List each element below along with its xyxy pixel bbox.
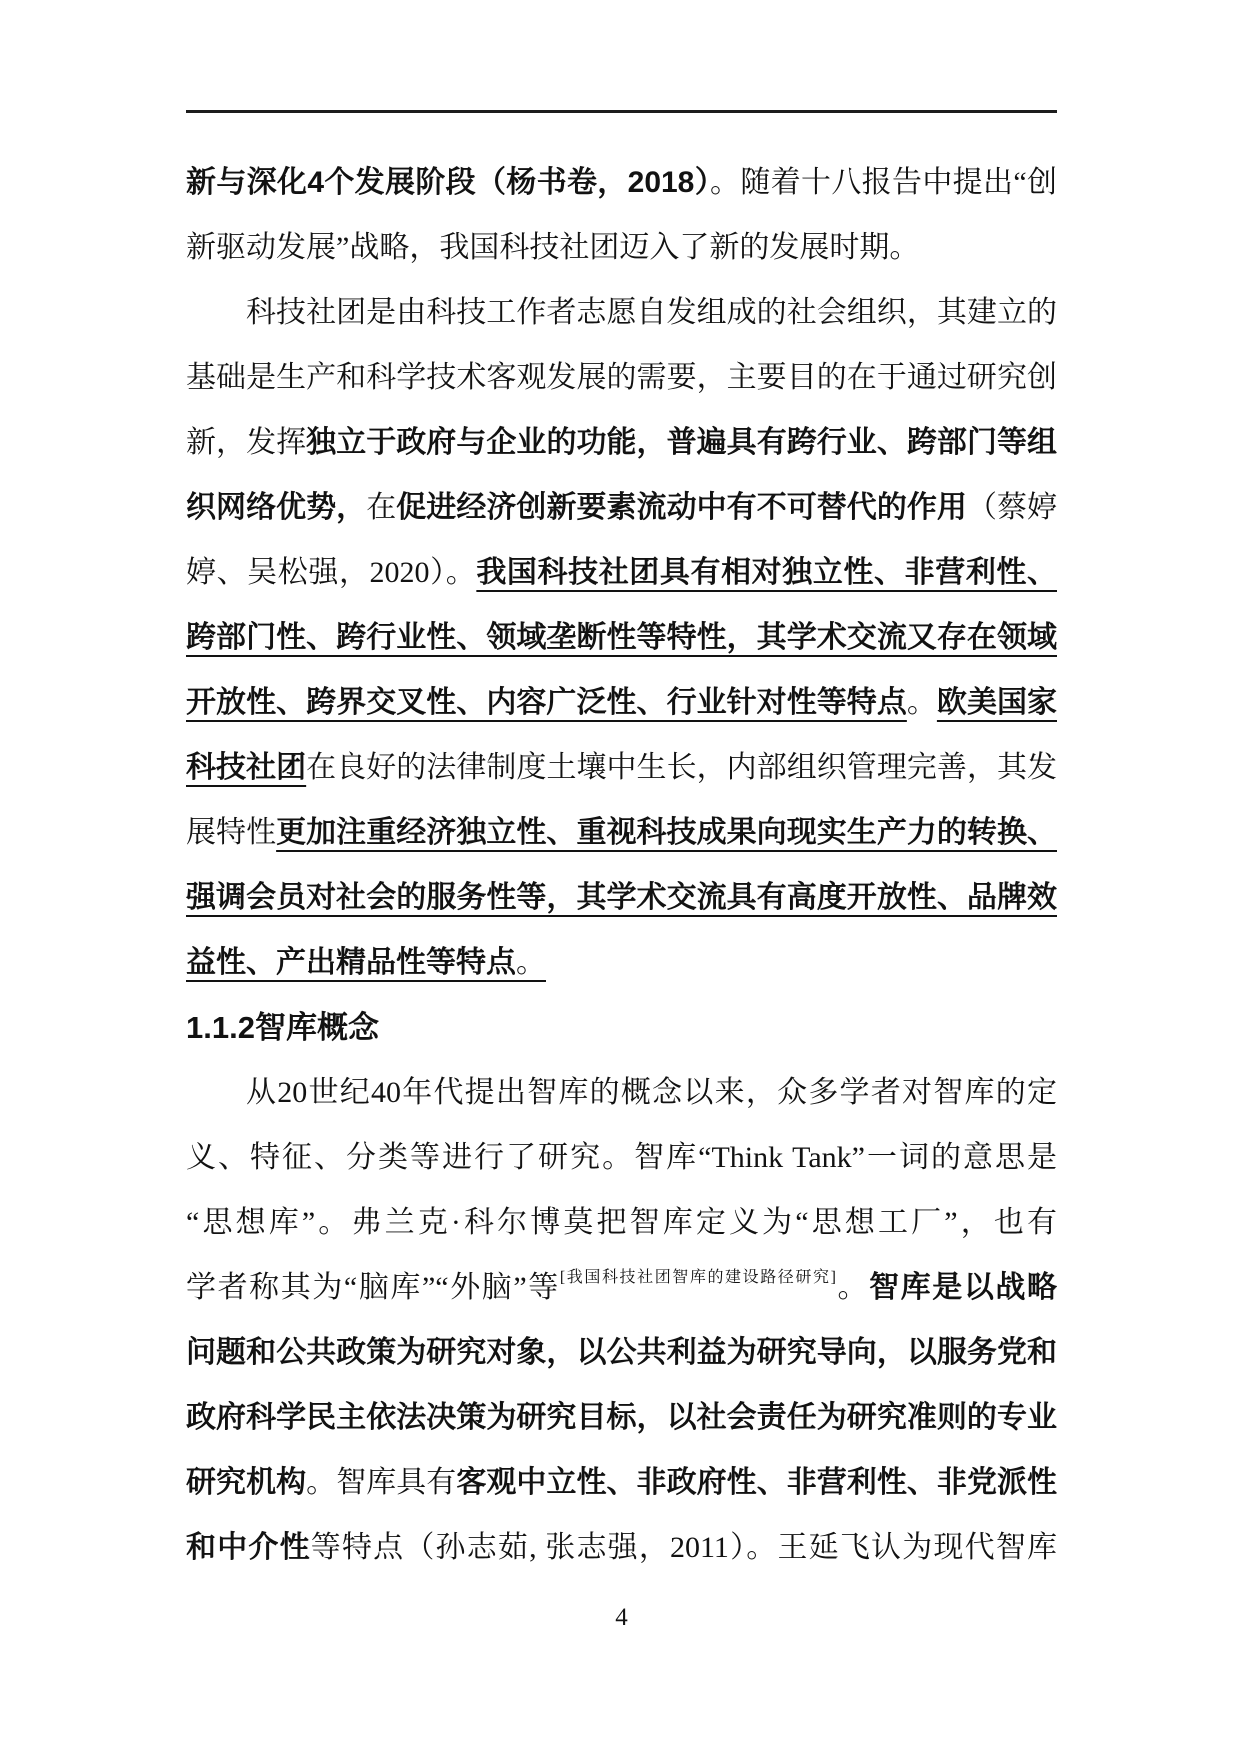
text-run: 科技社团 [186,751,307,784]
text-run: 问题和公共政策为研究对象，以公共利益为研究导向，以服务党和 [186,1336,1057,1369]
text-run: 我国科技社团具有相对独立性、非营利性、 [476,556,1057,589]
citation-superscript: [我国科技社团智库的建设路径研究] [559,1269,836,1286]
text-run: 开放性、跨界交叉性、内容广泛性、行业针对性等特点 [186,686,907,719]
text-run: 和中介性 [186,1531,311,1564]
text-run: 智库概念 [254,1010,379,1045]
text-line [186,410,1057,475]
text-line [186,1320,1057,1385]
text-line [186,345,1057,410]
header-rule [186,110,1057,113]
text-run: 新驱动发展”战略，我国科技社团迈入了新的发展时期。 [186,231,920,264]
text-run: 。 [835,1271,870,1304]
text-line [186,280,1057,345]
text-run: 跨部门性、跨行业性、领域垄断性等特性，其学术交流又存在领域 [186,621,1057,654]
text-run: 。 [516,946,546,979]
text-run: 益性、产出精品性等特点 [186,946,516,979]
text-line [186,1385,1057,1450]
text-line [186,1060,1057,1125]
text-run: 在 [366,491,397,524]
text-line [186,930,1057,995]
text-line [186,1190,1057,1255]
text-run: 义、特征、分类等进行了研究。智库“Think Tank”一词的意思是 [186,1141,1057,1174]
text-line [186,215,1057,280]
text-line [186,800,1057,865]
text-line [186,670,1057,735]
text-line [186,865,1057,930]
text-run: 更加注重经济独立性、重视科技成果向现实生产力的转换、 [276,816,1057,849]
section-heading [186,995,1057,1060]
text-run: （蔡婷 [966,491,1057,524]
page-number: 4 [615,1604,628,1631]
text-run: 学者称其为“脑库”“外脑”等 [186,1271,560,1304]
text-run: 。智库具有 [306,1466,457,1499]
text-run: 1.1.2 [186,1010,255,1045]
text-run: 独立于政府与企业的功能，普遍具有跨行业、跨部门等组 [306,426,1057,459]
text-line [186,540,1057,605]
text-run: “思想库”。弗兰克·科尔博莫把智库定义为“思想工厂”，也有 [186,1206,1057,1239]
text-line [186,1255,1057,1320]
text-run: 从20世纪40年代提出智库的概念以来，众多学者对智库的定 [246,1076,1057,1109]
text-run: 新，发挥 [186,426,307,459]
text-run: 科技社团是由科技工作者志愿自发组成的社会组织，其建立的 [246,296,1057,329]
text-run: 促进经济创新要素流动中有不可替代的作用 [396,491,967,524]
text-run: 客观中立性、非政府性、非营利性、非党派性 [456,1466,1057,1499]
text-run: 。 [906,686,937,719]
text-run: 展特性 [186,816,277,849]
text-run: 强调会员对社会的服务性等，其学术交流具有高度开放性、品牌效 [186,881,1057,914]
text-run: 研究机构 [186,1466,307,1499]
text-line [186,605,1057,670]
text-run: 政府科学民主依法决策为研究目标，以社会责任为研究准则的专业 [186,1401,1057,1434]
text-run: 。随着十八报告中提出“创 [710,166,1057,199]
text-line [186,1450,1057,1515]
text-line [186,150,1057,215]
text-line [186,1515,1057,1580]
text-run: 智库是以战略 [869,1271,1057,1304]
text-run: 新与深化4个发展阶段（杨书卷，2018） [186,166,711,199]
text-line [186,735,1057,800]
text-run: 等特点（孙志茹, 张志强，2011）。王延飞认为现代智库 [310,1531,1057,1564]
text-run: 基础是生产和科学技术客观发展的需要，主要目的在于通过研究创 [186,361,1057,394]
text-run: 织网络优势， [186,491,367,524]
text-run: 在良好的法律制度土壤中生长，内部组织管理完善，其发 [306,751,1057,784]
text-line [186,1125,1057,1190]
text-line [186,475,1057,540]
text-run: 欧美国家 [936,686,1057,719]
page-body-text [186,150,1057,1580]
text-run: 婷、吴松强，2020）。 [186,556,477,589]
